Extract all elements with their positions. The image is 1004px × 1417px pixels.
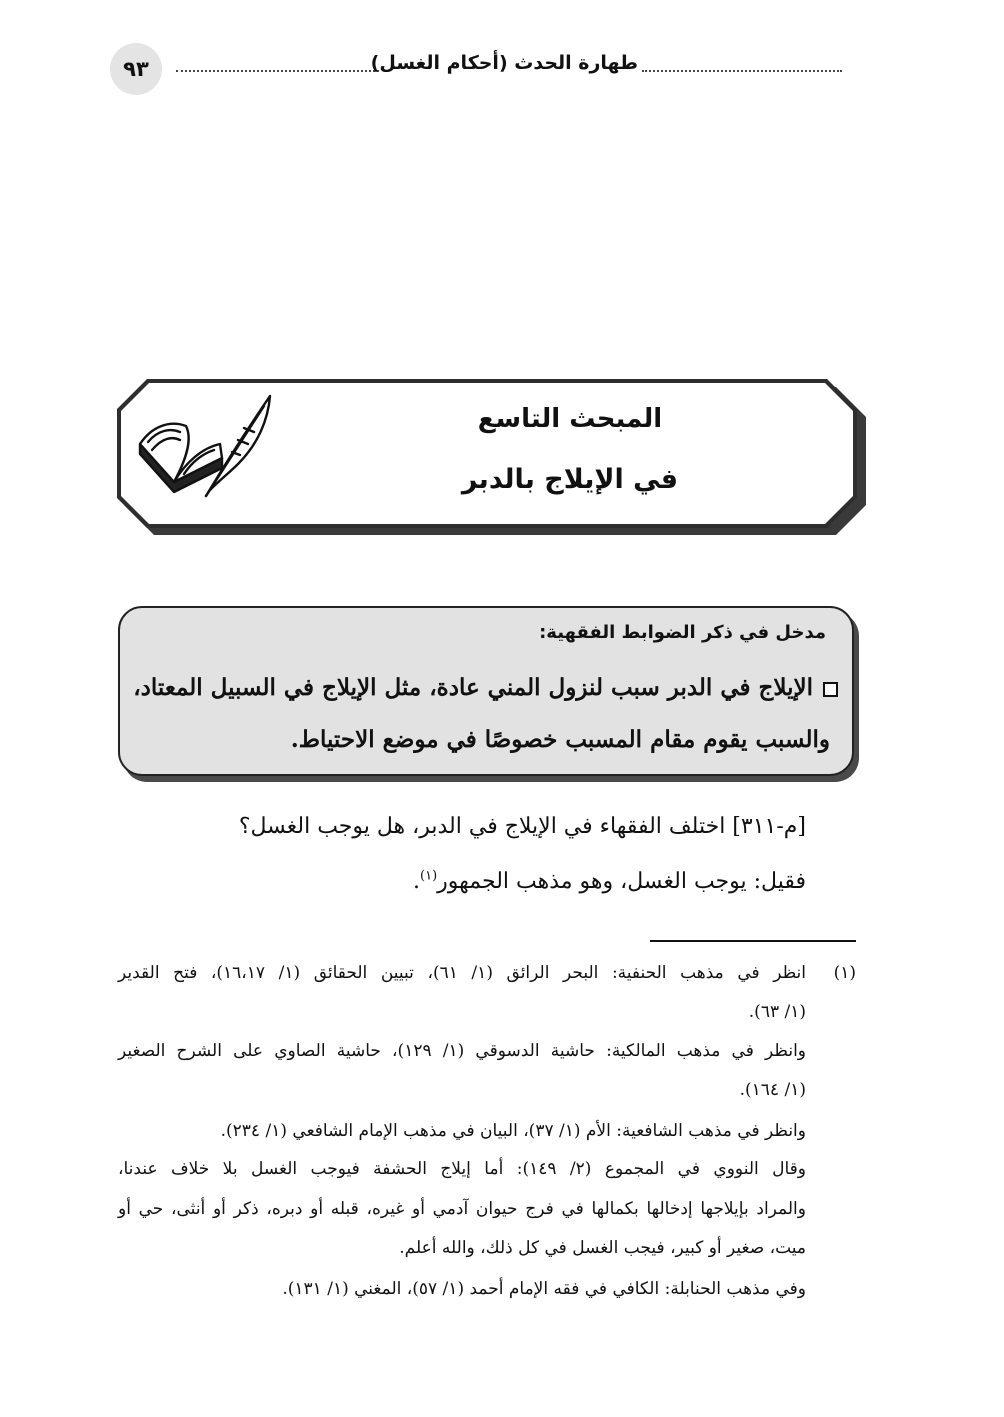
- footnote-line: (١/ ٦٣).: [748, 1002, 806, 1022]
- footnote-reference[interactable]: (١): [420, 868, 438, 884]
- footnote-line: وانظر في مذهب الشافعية: الأم (١/ ٣٧)، البيان في مذهب الإمام الشافعي (١/ ٢٣٤).: [220, 1121, 806, 1141]
- header-dotted-rule-right: [642, 70, 842, 72]
- footnote-line: وانظر في مذهب المالكية: حاشية الدسوقي (١/ ١٢٩)، حاشية الصاوي على الشرح الصغير: [118, 1041, 807, 1061]
- footnote-line: (١/ ١٦٤).: [739, 1080, 806, 1100]
- page-number: ٩٣: [110, 43, 162, 95]
- running-title: طهارة الحدث (أحكام الغسل): [370, 52, 638, 74]
- body-paragraph-1: [م-٣١١] اختلف الفقهاء في الإيلاج في الدبر، هل يوجب الغسل؟: [238, 814, 806, 839]
- footnote-line: وفي مذهب الحنابلة: الكافي في فقه الإمام أحمد (١/ ٥٧)، المغني (١/ ١٣١).: [282, 1279, 806, 1299]
- footnote-line: انظر في مذهب الحنفية: البحر الرائق (١/ ٦١)، تبيين الحقائق (١/ ١٦،١٧)، فتح القدير: [118, 963, 807, 983]
- footnote-separator: [650, 940, 856, 942]
- principle-text-line-2: والسبب يقوم مقام المسبب خصوصًا في موضع الاحتياط.: [290, 726, 830, 753]
- chapter-title: المبحث التاسع: [477, 404, 663, 434]
- principle-text-line-1: الإيلاج في الدبر سبب لنزول المني عادة، مثل الإيلاج في السبيل المعتاد،: [133, 674, 838, 701]
- header-dotted-rule-left: [176, 70, 379, 72]
- footnote-line: ميت، صغير أو كبير، فيجب الغسل في كل ذلك، والله أعلم.: [399, 1238, 806, 1258]
- principles-box: [118, 606, 854, 776]
- footnote-marker: (١): [833, 963, 856, 983]
- book-and-quill-icon: [134, 386, 284, 504]
- chapter-subtitle: في الإيلاج بالدبر: [461, 464, 679, 495]
- principles-heading: مدخل في ذكر الضوابط الفقهية:: [539, 622, 826, 643]
- body-paragraph-2: فقيل: يوجب الغسل، وهو مذهب الجمهور$^{(١)}$.: [413, 868, 806, 894]
- footnote-line: والمراد بإيلاجها إدخالها بكمالها في فرج حيوان آدمي أو غيره، قبله أو دبره، ذكر أو أنثى، حي أو: [118, 1199, 806, 1219]
- checkbox-icon: [823, 682, 838, 697]
- footnote-line: وقال النووي في المجموع (٢/ ١٤٩): أما إيلاج الحشفة فيوجب الغسل بلا خلاف عندنا،: [118, 1159, 806, 1179]
